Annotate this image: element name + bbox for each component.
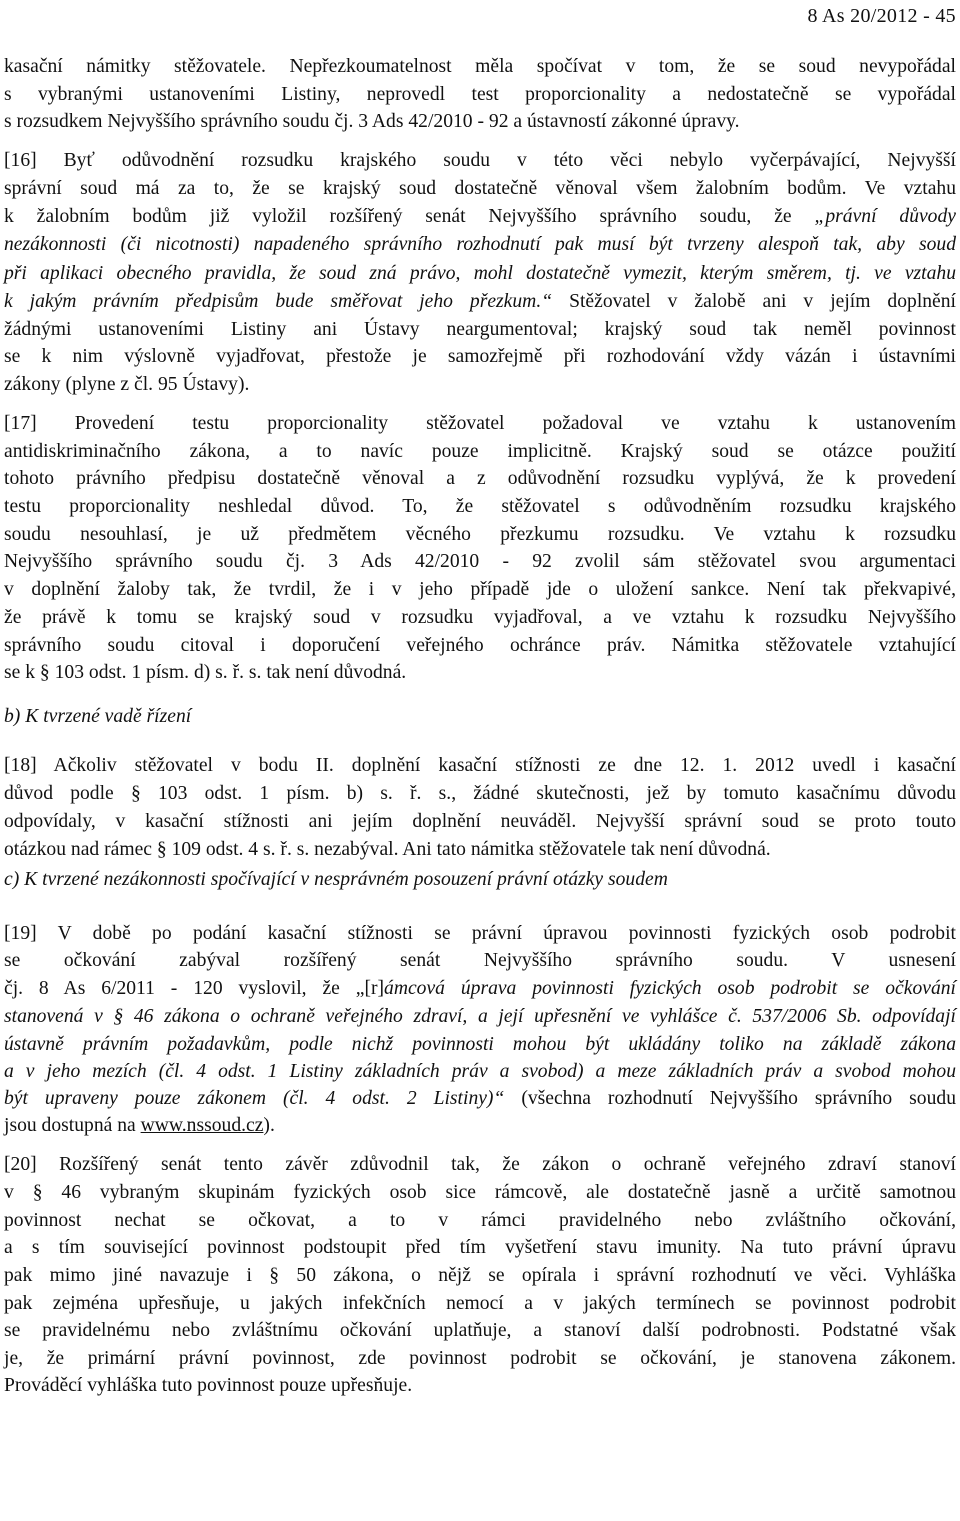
text-line	[4, 233, 956, 257]
text-span: se k § 103 odst. 1 písm. d) s. ř. s. tak není důvodná.	[4, 662, 407, 683]
text-span: povinnost nechat se očkovat, a to v rámci pravidelného nebo zvláštního očkování,	[4, 1210, 956, 1231]
text-span: správního soudu citoval i doporučení veřejného ochránce práv. Námitka stěžovatele vztahující	[4, 635, 956, 656]
italic-text: nezákonnosti (či nicotnosti) napadeného správního rozhodnutí pak musí být tvrzeny alespoň tak, aby soud	[4, 234, 956, 255]
text-line	[4, 838, 956, 862]
text-span: antidiskriminačního zákona, a to navíc pouze implicitně. Krajský soud se otázce použití	[4, 441, 956, 462]
text-line	[4, 1347, 956, 1371]
text-line	[4, 1060, 956, 1084]
text-line	[4, 1114, 956, 1138]
text-span: že právě k tomu se krajský soud v rozsudku vyjadřoval, a ve vztahu k rozsudku Nejvyššího	[4, 607, 956, 628]
text-line	[4, 1209, 956, 1233]
text-span: čj. 8 As 6/2011 - 120 vyslovil, že „[r]	[4, 978, 385, 999]
text-span: pak mimo jiné navazuje i § 50 zákona, o nějž se opírala i správní rozhodnutí ve věci. Vyhláška	[4, 1265, 956, 1286]
text-line	[4, 149, 956, 173]
text-span: s rozsudkem Nejvyššího správního soudu čj. 3 Ads 42/2010 - 92 a ústavností zákonné úpravy.	[4, 111, 740, 132]
text-line	[4, 949, 956, 973]
text-span: (všechna rozhodnutí Nejvyššího správního soudu	[504, 1088, 956, 1109]
text-line	[4, 1153, 956, 1177]
text-span: kasační námitky stěžovatele. Nepřezkoumatelnost měla spočívat v tom, že se soud nevypořádal	[4, 56, 956, 77]
text-line	[4, 634, 956, 658]
text-span: [20] Rozšířený senát tento závěr zdůvodnil tak, že zákon o ochraně veřejného zdraví stanoví	[4, 1154, 956, 1175]
italic-text: k jakým právním předpisům bude směřovat jeho přezkum.“	[4, 291, 553, 312]
text-span: testu proporcionality neshledal důvod. To, že stěžovatel s odůvodněním rozsudku krajského	[4, 496, 956, 517]
text-line	[4, 578, 956, 602]
text-line	[4, 810, 956, 834]
text-span: zákony (plyne z čl. 95 Ústavy).	[4, 374, 250, 395]
text-span: [17] Provedení testu proporcionality stěžovatel požadoval ve vztahu k ustanovením	[4, 413, 956, 434]
text-span: otázkou nad rámec § 109 odst. 4 s. ř. s. nezabýval. Ani tato námitka stěžovatele tak není důvodná.	[4, 839, 771, 860]
text-span: [16] Byť odůvodnění rozsudku krajského soudu v této věci nebylo vyčerpávající, Nejvyšší	[4, 150, 956, 171]
text-line	[4, 523, 956, 547]
case-reference: 8 As 20/2012 - 45	[807, 5, 956, 27]
text-line	[4, 345, 956, 369]
text-line	[4, 868, 956, 892]
text-line	[4, 754, 956, 778]
text-span: Prováděcí vyhláška tuto povinnost pouze upřesňuje.	[4, 1375, 413, 1396]
italic-text: stanovená v § 46 zákona o ochraně veřejného zdraví, a její upřesnění ve vyhlášce č. 537/2006 Sb. odpovídají	[4, 1006, 956, 1027]
italic-text: b) K tvrzené vadě řízení	[4, 706, 192, 727]
text-line	[4, 661, 956, 685]
text-line	[4, 412, 956, 436]
text-line	[4, 318, 956, 342]
text-span: v § 46 vybraným skupinám fyzických osob sice rámcově, ale dostatečně jasně a určitě samotnou	[4, 1182, 956, 1203]
text-line	[4, 55, 956, 79]
text-span: je, že primární právní povinnost, zde povinnost podrobit se očkování, je stanovena zákonem.	[4, 1348, 956, 1369]
text-span: pak zejména upřesňuje, u jakých infekčních nemocí a v jakých termínech se povinnost podrobit	[4, 1293, 956, 1314]
text-line	[4, 705, 956, 729]
text-line	[4, 467, 956, 491]
text-span: [18] Ačkoliv stěžovatel v bodu II. doplnění kasační stížnosti ze dne 12. 1. 2012 uvedl i kasační	[4, 755, 956, 776]
text-span: Stěžovatel v žalobě ani v jejím doplnění	[552, 291, 956, 312]
text-line	[4, 440, 956, 464]
text-span: ).	[263, 1115, 275, 1136]
text-span: správní soud má za to, že se krajský soud dostatečně věnoval všem žalobním bodům. Ve vztahu	[4, 178, 956, 199]
text-line	[4, 262, 956, 286]
text-line	[4, 495, 956, 519]
text-span: Nejvyššího správního soudu čj. 3 Ads 42/2010 - 92 zvolil sám stěžovatel svou argumentaci	[4, 551, 956, 572]
text-line	[4, 205, 956, 229]
text-span: k žalobním bodům již vyložil rozšířený senát Nejvyššího správního soudu, že	[4, 206, 815, 227]
text-line	[4, 1264, 956, 1288]
italic-text: ústavně právním požadavkům, podle nichž povinnosti mohou být ukládány toliko na základě zákona	[4, 1034, 956, 1055]
text-line	[4, 373, 956, 397]
text-span: jsou dostupná na	[4, 1115, 141, 1136]
text-line	[4, 1181, 956, 1205]
text-span: a s tím související povinnost podstoupit před tím vyšetření stavu imunity. Na tuto právní úpravu	[4, 1237, 956, 1258]
italic-text: být upraveny pouze zákonem (čl. 4 odst. 2 Listiny)“	[4, 1088, 505, 1109]
text-span: v doplnění žaloby tak, že tvrdil, že i v jeho případě jde o uložení sankce. Není tak překvapivé,	[4, 579, 956, 600]
text-span: důvod podle § 103 odst. 1 písm. b) s. ř. s., žádné skutečnosti, jež by tomuto kasačnímu důvodu	[4, 783, 956, 804]
text-line	[4, 1087, 956, 1111]
text-span: s vybranými ustanoveními Listiny, neprovedl test proporcionality a nedostatečně se vypořádal	[4, 84, 956, 105]
website-link[interactable]: www.nssoud.cz	[140, 1115, 264, 1136]
italic-text: při aplikaci obecného pravidla, že soud zná právo, mohl dostatečně vymezit, kterým směrem, tj. ve vztahu	[4, 263, 956, 284]
text-line	[4, 1236, 956, 1260]
text-line	[4, 290, 956, 314]
text-line	[4, 1033, 956, 1057]
text-span: soudu nesouhlasí, je už předmětem věcného přezkumu rozsudku. Ve vztahu k rozsudku	[4, 524, 956, 545]
italic-text: „právní důvody	[814, 206, 956, 227]
text-span: tohoto právního předpisu dostatečně věnoval a z odůvodnění rozsudku vyplývá, že k provedení	[4, 468, 956, 489]
text-line	[4, 1292, 956, 1316]
italic-text: a v jeho mezích (čl. 4 odst. 1 Listiny základních práv a svobod) a meze základních práv a svobod mohou	[4, 1061, 956, 1082]
text-span: se pravidelnému nebo zvláštnímu očkování uplatňuje, a stanoví další podrobnosti. Podstatné však	[4, 1320, 956, 1341]
text-line	[4, 83, 956, 107]
text-line	[4, 1319, 956, 1343]
text-line	[4, 977, 956, 1001]
text-line	[4, 782, 956, 806]
text-line	[4, 550, 956, 574]
italic-text: ámcová úprava povinnosti fyzických osob podrobit se očkování	[384, 978, 956, 999]
italic-text: c) K tvrzené nezákonnosti spočívající v nesprávném posouzení právní otázky soudem	[4, 869, 668, 890]
text-span: se k nim výslovně vyjadřovat, přestože je samozřejmě při rozhodování vždy vázán i ústavními	[4, 346, 956, 367]
text-line	[4, 922, 956, 946]
text-span: se očkování zabýval rozšířený senát Nejvyššího správního soudu. V usnesení	[4, 950, 956, 971]
text-span: [19] V době po podání kasační stížnosti se právní úpravou povinnosti fyzických osob podrobit	[4, 923, 956, 944]
text-span: odpovídaly, v kasační stížnosti ani jejím doplnění neuváděl. Nejvyšší správní soud se proto touto	[4, 811, 956, 832]
text-span: žádnými ustanoveními Listiny ani Ústavy neargumentoval; krajský soud tak neměl povinnost	[4, 319, 956, 340]
text-line	[4, 177, 956, 201]
text-line	[4, 110, 956, 134]
text-line	[4, 1005, 956, 1029]
text-line	[4, 1374, 956, 1398]
text-line	[4, 606, 956, 630]
